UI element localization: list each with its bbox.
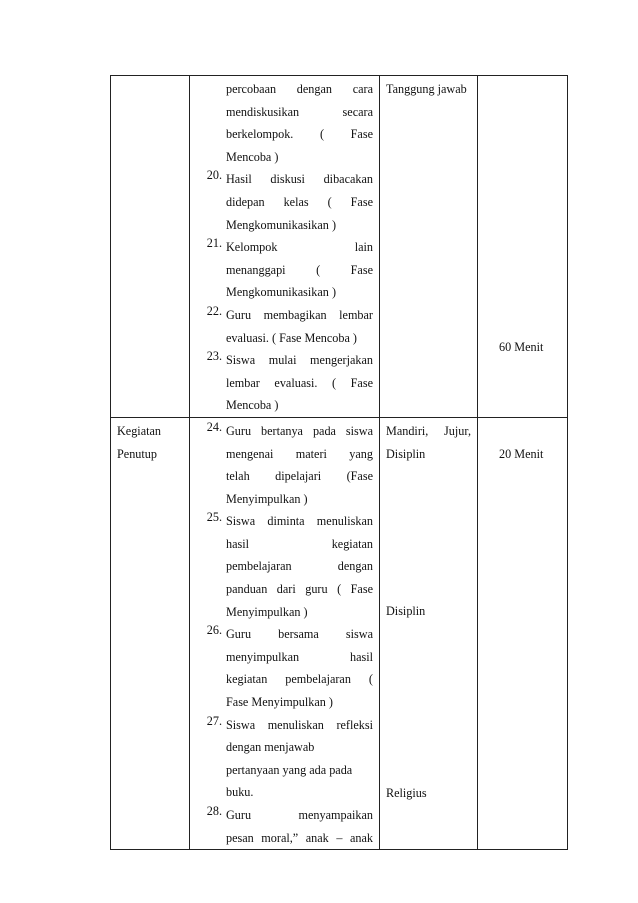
step-line: menyimpulkan hasil <box>226 649 373 664</box>
steps-cell <box>190 417 380 849</box>
step-line: panduan dari guru ( Fase <box>226 582 373 597</box>
activity-label: Kegiatan <box>117 423 161 438</box>
step-line: mendiskusikan secara <box>226 104 373 119</box>
step-line: pesan moral,” anak – anak <box>226 830 373 845</box>
step-number: 28. <box>206 804 222 818</box>
step-number: 24. <box>206 419 222 434</box>
activity-cell <box>111 417 190 849</box>
steps-cell <box>190 76 380 418</box>
time-cell <box>478 417 568 849</box>
time-text: 20 Menit <box>499 446 544 461</box>
step-text <box>226 714 373 804</box>
step-line: telah dipelajari (Fase <box>226 469 373 484</box>
step-text <box>226 804 373 849</box>
step-text <box>226 236 373 304</box>
step-line: Guru bersama siswa <box>226 627 373 642</box>
step-number: 26. <box>206 623 222 638</box>
activity-step <box>196 304 373 349</box>
step-line: Fase Menyimpulkan ) <box>226 695 333 710</box>
step-line: Guru menyampaikan <box>226 808 373 822</box>
step-line: pertanyaan yang ada pada <box>226 762 353 777</box>
step-line: Siswa mulai mengerjakan <box>226 353 373 368</box>
time-cell <box>478 76 568 418</box>
step-line: Kelompok lain <box>226 240 373 255</box>
table-row <box>111 76 568 418</box>
values-cell <box>380 76 478 418</box>
step-number: 22. <box>206 303 222 318</box>
step-line: Mencoba ) <box>226 398 279 413</box>
activity-label: Penutup <box>117 446 157 461</box>
step-line: Guru membagikan lembar <box>226 307 373 322</box>
activity-step <box>196 236 373 304</box>
value-text: Religius <box>386 785 427 800</box>
step-text <box>226 420 373 510</box>
step-number: 20. <box>206 168 222 183</box>
step-text <box>226 304 373 349</box>
step-line: Menyimpulkan ) <box>226 491 308 506</box>
step-number: 23. <box>206 349 222 364</box>
step-line: Mencoba ) <box>226 149 279 164</box>
step-text <box>226 168 373 236</box>
step-line: Siswa diminta menuliskan <box>226 514 373 529</box>
step-line: lembar evaluasi. ( Fase <box>226 375 373 390</box>
step-text <box>226 78 373 168</box>
step-line: percobaan dengan cara <box>226 82 373 96</box>
step-number: 25. <box>206 510 222 525</box>
step-line: Mengkomunikasikan ) <box>226 285 337 300</box>
values-cell <box>380 417 478 849</box>
table-row <box>111 417 568 849</box>
step-line: mengenai materi yang <box>226 446 373 461</box>
step-line: didepan kelas ( Fase <box>226 194 373 209</box>
value-text: Mandiri, Jujur, <box>386 423 471 438</box>
step-line: evaluasi. ( Fase Mencoba ) <box>226 330 357 345</box>
step-line: Siswa menuliskan refleksi <box>226 717 373 732</box>
activity-step <box>196 78 373 168</box>
value-text: Disiplin <box>386 446 426 461</box>
step-line: buku. <box>226 785 254 800</box>
step-number: 27. <box>206 713 222 728</box>
lesson-activity-table <box>110 75 568 850</box>
step-line: Mengkomunikasikan ) <box>226 217 337 232</box>
activity-cell <box>111 76 190 418</box>
step-line: hasil kegiatan <box>226 536 373 551</box>
activity-step <box>196 804 373 849</box>
activity-step <box>196 623 373 713</box>
step-text <box>226 623 373 713</box>
step-number <box>196 78 226 168</box>
step-line: menanggapi ( Fase <box>226 262 373 277</box>
step-line: kegiatan pembelajaran ( <box>226 672 373 687</box>
activity-step <box>196 168 373 236</box>
activity-step <box>196 714 373 804</box>
step-text <box>226 510 373 623</box>
activity-step <box>196 349 373 417</box>
step-line: Guru bertanya pada siswa <box>226 423 373 438</box>
activity-step <box>196 420 373 510</box>
step-line: dengan menjawab <box>226 740 315 755</box>
step-line: Menyimpulkan ) <box>226 604 308 619</box>
step-text <box>226 349 373 417</box>
value-text: Tanggung jawab <box>386 82 467 96</box>
step-number: 21. <box>206 236 222 251</box>
activity-step <box>196 510 373 623</box>
time-text: 60 Menit <box>499 340 544 354</box>
value-text: Disiplin <box>386 603 426 618</box>
step-line: pembelajaran dengan <box>226 559 373 574</box>
step-line: Hasil diskusi dibacakan <box>226 172 373 187</box>
step-line: berkelompok. ( Fase <box>226 127 373 142</box>
